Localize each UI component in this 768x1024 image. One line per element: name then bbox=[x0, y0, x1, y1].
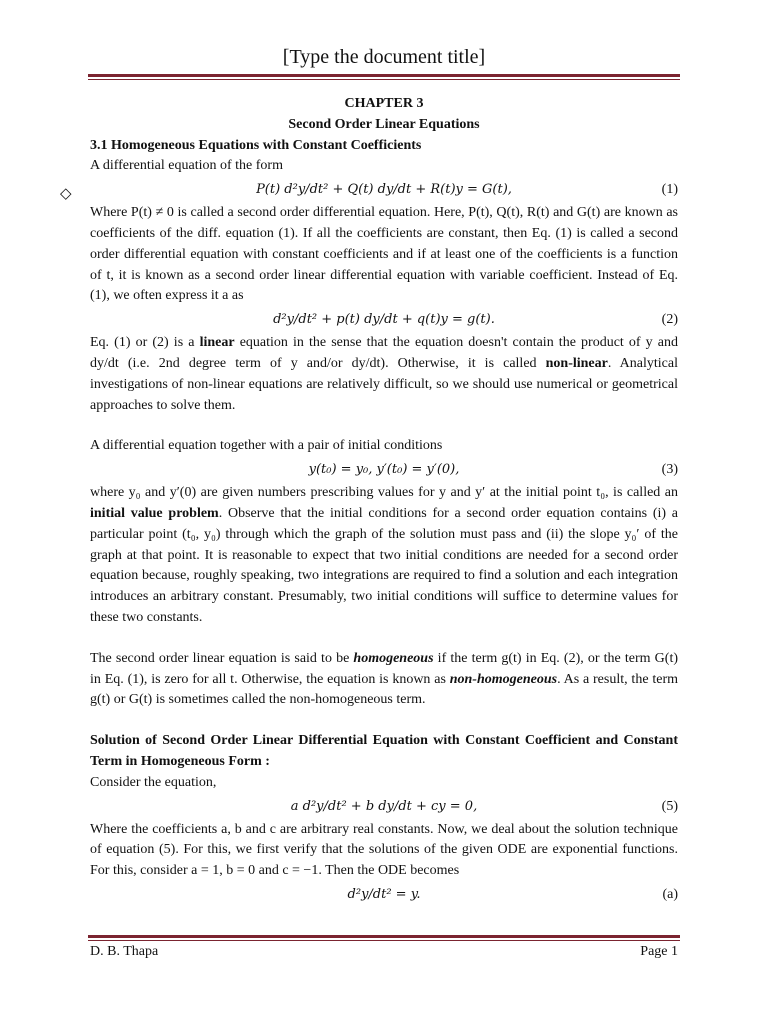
intro-text: A differential equation of the form bbox=[90, 158, 283, 174]
page-body bbox=[90, 94, 678, 908]
paragraph: Where P(t) ≠ 0 is called a second order differential equation. Here, P(t), Q(t), R(t) and G(t) are known as coefficients of the diff. equation (1). If all the coefficients are constant, then Eq. (1) is called a second order differential equation with constant coefficients and if at least one of the coefficients is a function of t, it is known as a second order linear differential equation with variable coefficient. Instead of Eq. (1), we often express it a as bbox=[90, 205, 678, 304]
footer-rule bbox=[88, 935, 680, 938]
equation-1: P(t) d²y/dt² + Q(t) dy/dt + R(t)y = G(t), (1) bbox=[90, 177, 678, 203]
chapter-subtitle: Second Order Linear Equations bbox=[288, 116, 480, 132]
solution-intro: Consider the equation, bbox=[90, 774, 217, 790]
document-title: [Type the document title] bbox=[282, 46, 486, 68]
page-number: Page 1 bbox=[640, 944, 678, 959]
chapter-label: CHAPTER 3 bbox=[344, 96, 424, 111]
diamond-icon: ◇ bbox=[60, 186, 72, 202]
paragraph-ivp: where y₀ and y′(0) are given numbers prescribing values for y and y′ at the initial point t₀, is called an initial value problem. Observe that the initial conditions for a second order equation contains (i) a particular point (t₀, y₀) through which the graph of the solution must pass and (ii) the slope y₀′ of the graph at that point. It is reasonable to expect that two initial conditions are needed for a second order equation because, roughly speaking, two integrations are required to find a solution and each integration introduces an arbitrary constant. Presumably, two initial conditions will suffice to determine values for these two constants. bbox=[90, 485, 679, 625]
solution-heading: Solution of Second Order Linear Differential Equation with Constant Coefficient and Constant Term in Homogeneous Form : bbox=[90, 733, 678, 769]
equation-number: (2) bbox=[661, 312, 678, 328]
paragraph-homogeneous: The second order linear equation is said to be homogeneous if the term g(t) in Eq. (2), or the term G(t) in Eq. (1), is zero for all t. Otherwise, the equation is known as non-homogeneous. As a result, the term g(t) or G(t) is sometimes called the non-homogeneous term. bbox=[90, 650, 678, 708]
equation-number: (5) bbox=[661, 798, 678, 814]
equation-number: (a) bbox=[662, 886, 678, 902]
paragraph: Where the coefficients a, b and c are arbitrary real constants. Now, we deal about the solution technique of equation (5). For this, we first verify that the solutions of the given ODE are exponential functions. For this, consider a = 1, b = 0 and c = −1. Then the ODE becomes bbox=[90, 821, 678, 879]
header-rule-thin bbox=[88, 79, 680, 80]
equation-number: (3) bbox=[661, 462, 678, 478]
header-rule bbox=[88, 74, 680, 77]
paragraph: A differential equation together with a pair of initial conditions bbox=[90, 438, 443, 454]
paragraph-linear: Eq. (1) or (2) is a linear equation in the sense that the equation doesn't contain the product of y and dy/dt (i.e. 2nd degree term of y and/or dy/dt). Otherwise, it is called non-linear. Analytical investigations of non-linear equations are relatively difficult, so we should use numerical or geometrical approaches to solve them. bbox=[90, 335, 679, 413]
footer-rule-thin bbox=[88, 940, 680, 941]
footer-author: D. B. Thapa bbox=[90, 944, 159, 959]
section-heading: 3.1 Homogeneous Equations with Constant Coefficients bbox=[90, 137, 422, 153]
equation-2: d²y/dt² + p(t) dy/dt + q(t)y = g(t). (2) bbox=[90, 307, 678, 333]
equation-5: a d²y/dt² + b dy/dt + cy = 0, (5) bbox=[90, 794, 678, 820]
equation-a: d²y/dt² = y. (a) bbox=[90, 882, 678, 908]
equation-number: (1) bbox=[661, 182, 678, 198]
equation-3: y(t₀) = y₀, y′(t₀) = y′(0), (3) bbox=[90, 457, 678, 483]
